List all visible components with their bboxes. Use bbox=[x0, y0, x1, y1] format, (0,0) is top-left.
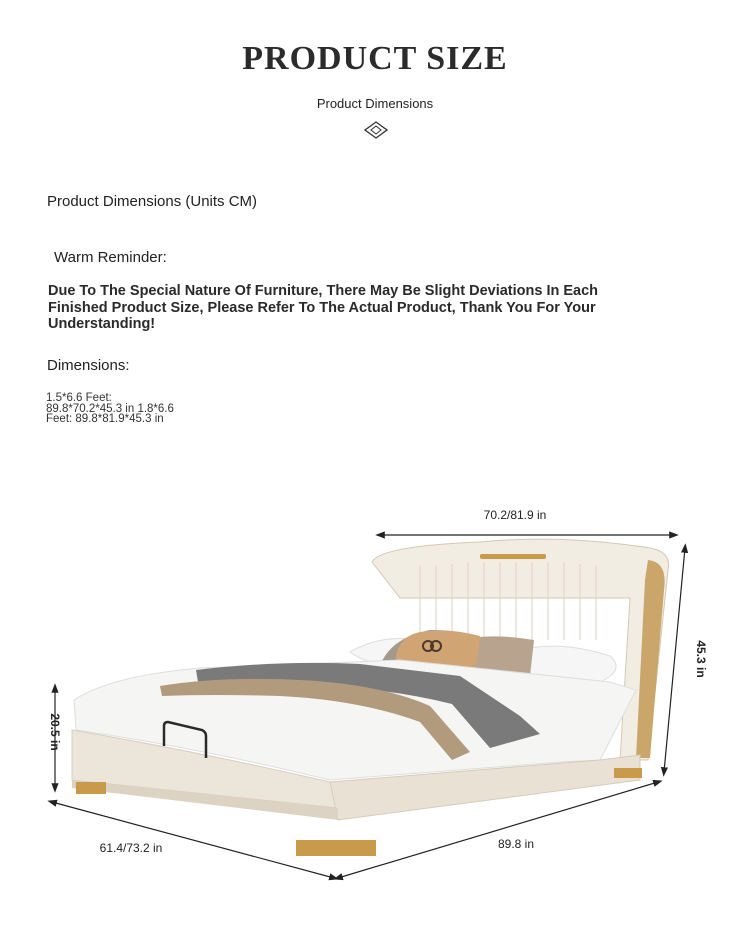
diamond-ornament-icon bbox=[364, 121, 388, 139]
dimensions-line: 1.5*6.6 Feet: bbox=[46, 392, 112, 404]
units-heading: Product Dimensions (Units CM) bbox=[47, 193, 258, 210]
bed-leg bbox=[296, 840, 376, 856]
height-label: 45.3 in bbox=[694, 640, 708, 678]
warm-reminder-text: Due To The Special Nature Of Furniture, There May Be Slight Deviations In Each Finished Product Size, Please Refer To The Actual Product, Thank You For Your Understanding! bbox=[48, 283, 599, 332]
base-height-label: 20.5 in bbox=[48, 713, 62, 751]
bed-dimension-figure bbox=[0, 490, 750, 942]
bed-leg bbox=[614, 768, 642, 778]
warm-reminder-heading: Warm Reminder: bbox=[54, 249, 167, 266]
page-title: PRODUCT SIZE bbox=[242, 40, 508, 77]
length-label: 89.8 in bbox=[497, 837, 535, 851]
headboard-accent bbox=[480, 554, 546, 559]
dimensions-heading: Dimensions: bbox=[47, 357, 130, 374]
width-label: 70.2/81.9 in bbox=[483, 508, 547, 522]
depth-label: 61.4/73.2 in bbox=[99, 841, 163, 855]
dimensions-list bbox=[46, 393, 246, 425]
page-subtitle: Product Dimensions bbox=[316, 96, 434, 111]
dimensions-line: Feet: 89.8*81.9*45.3 in bbox=[46, 413, 164, 426]
bed-leg bbox=[76, 782, 106, 794]
dimensions-line: 89.8*70.2*45.3 in 1.8*6.6 bbox=[46, 402, 174, 415]
